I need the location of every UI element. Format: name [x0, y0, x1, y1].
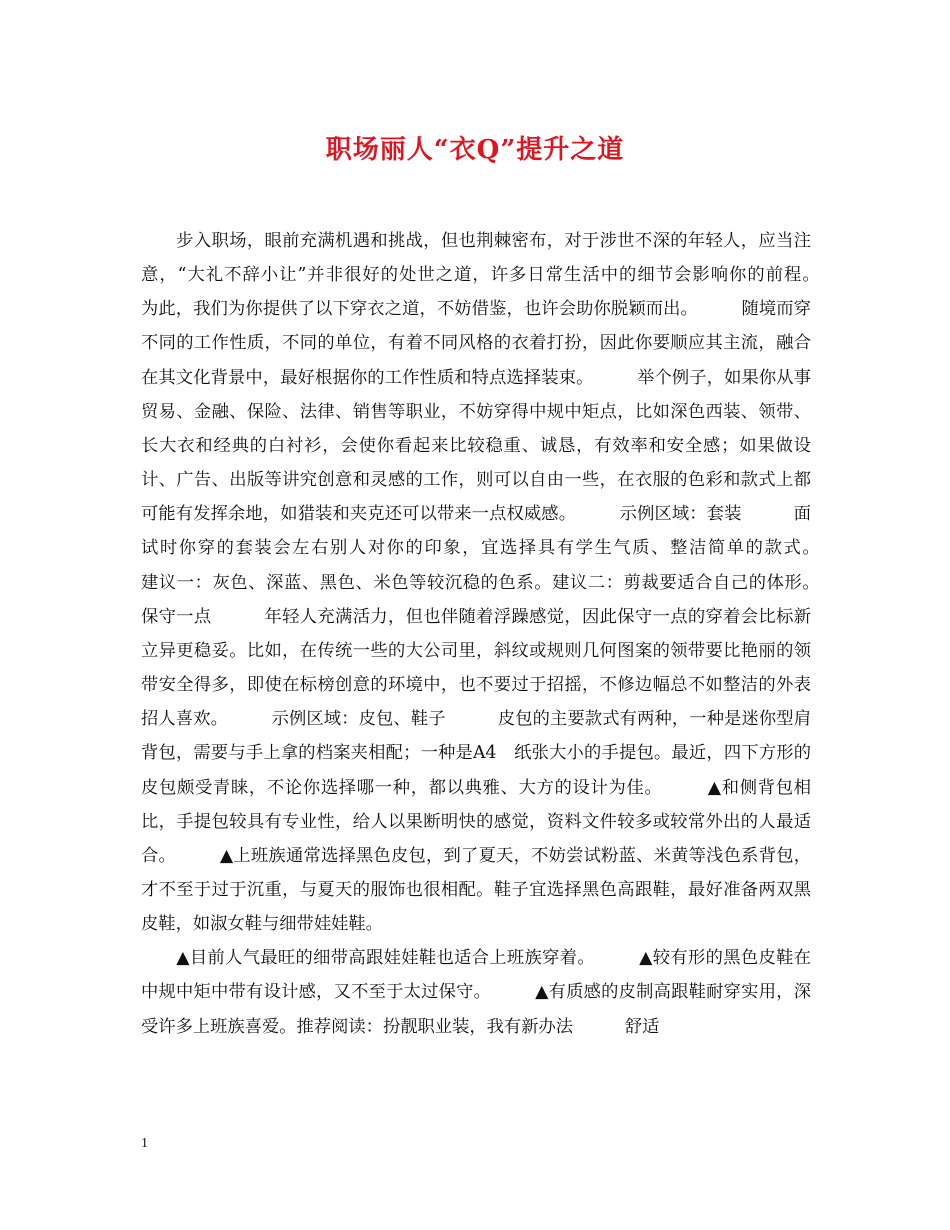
- document-body: 步入职场，眼前充满机遇和挑战，但也荆棘密布，对于涉世不深的年轻人，应当注意，“大礼不辞小让”并非很好的处世之道，许多日常生活中的细节会影响你的前程。 为此，我们为你提供了以下穿衣之道，不妨借鉴，也许会助你脱颖而出。 随境而穿 不同的工作性质，不同的单位，有着不同风格的衣着打扮，因此你要顺应其主流，融合在其文化背景中，最好根据你的工作性质和特点选择装束。 举个例子，如果你从事贸易、金融、保险、法律、销售等职业，不妨穿得中规中矩点，比如深色西装、领带、长大衣和经典的白衬衫，会使你看起来比较稳重、诚恳，有效率和安全感；如果做设计、广告、出版等讲究创意和灵感的工作，则可以自由一些，在衣服的色彩和款式上都可能有发挥余地，如猎装和夹克还可以带来一点权威感。 示例区域：套装 面试时你穿的套装会左右别人对你的印象，宜选择具有学生气质、整洁简单的款式。 建议一：灰色、深蓝、黑色、米色等较沉稳的色系。建议二：剪裁要适合自己的体形。 保守一点 年轻人充满活力，但也伴随着浮躁感觉，因此保守一点的穿着会比标新立异更稳妥。比如，在传统一些的大公司里，斜纹或规则几何图案的领带要比艳丽的领带安全得多，即使在标榜创意的环境中，也不要过于招摇，不修边幅总不如整洁的外表招人喜欢。 示例区域：皮包、鞋子 皮包的主要款式有两种，一种是迷你型肩背包，需要与手上拿的档案夹相配；一种是A4 纸张大小的手提包。最近，四下方形的皮包颇受青睐，不论你选择哪一种，都以典雅、大方的设计为佳。 ▲和侧背包相比，手提包较具有专业性，给人以果断明快的感觉，资料文件较多或较常外出的人最适合。 ▲上班族通常选择黑色皮包，到了夏天，不妨尝试粉蓝、米黄等浅色系背包，才不至于过于沉重，与夏天的服饰也很相配。鞋子宜选择黑色高跟鞋，最好准备两双黑皮鞋，如淑女鞋与细带娃娃鞋。 ▲目前人气最旺的细带高跟娃娃鞋也适合上班族穿着。 ▲较有形的黑色皮鞋在中规中矩中带有设计感，又不至于太过保守。 ▲有质感的皮制高跟鞋耐穿实用，深受许多上班族喜爱。推荐阅读：扮靓职业装，我有新办法 舒适: [141, 231, 811, 1037]
- document-title: 职场丽人“衣Q”提升之道: [325, 135, 625, 165]
- page-number: 1: [141, 1136, 148, 1151]
